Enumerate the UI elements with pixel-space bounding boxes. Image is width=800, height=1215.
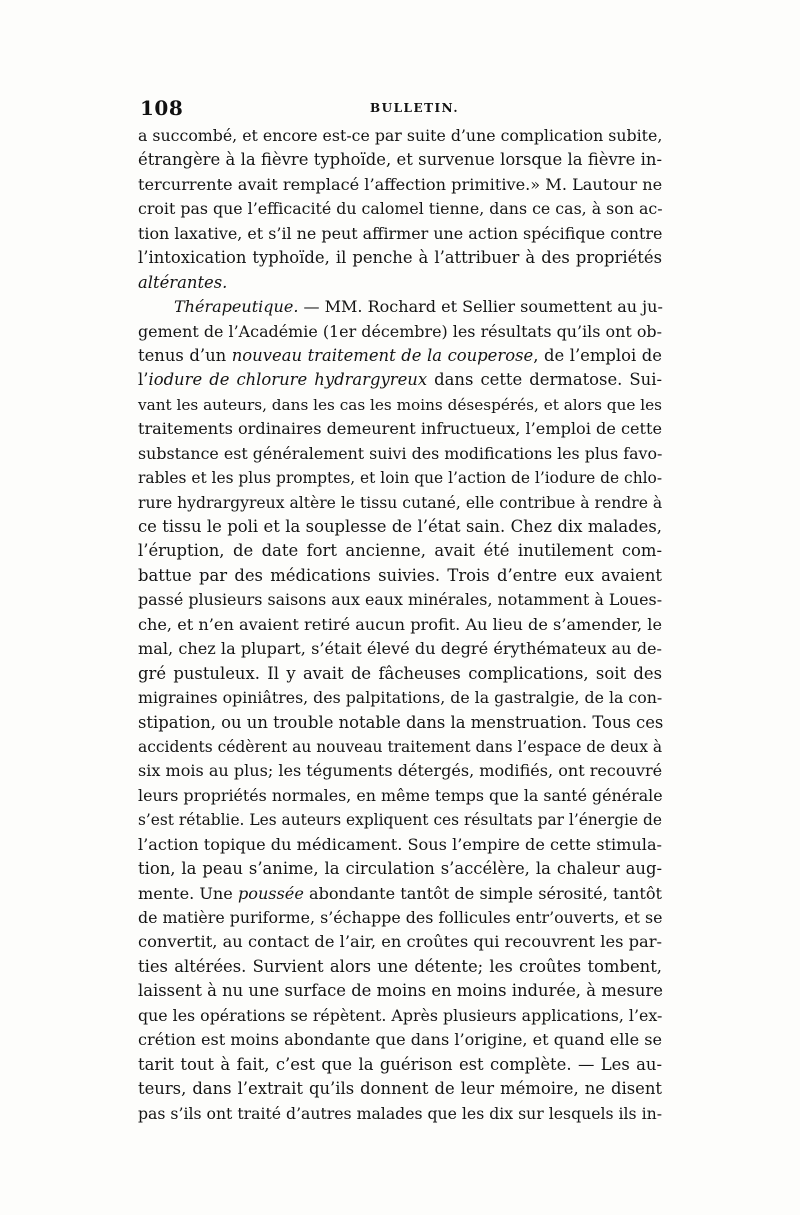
text-fragment: tercurrente avait remplacé l’affection primitive.» M. Lautour ne [138, 174, 663, 194]
text-fragment: l’intoxication typhoïde, il penche à l’attribuer à des propriétés [138, 248, 662, 268]
text-line [138, 515, 662, 539]
text-line [138, 246, 662, 270]
text-fragment: abondante tantôt de simple sérosité, tantôt [303, 883, 662, 903]
text-fragment: migraines opiniâtres, des palpitations, de la gastralgie, de la con- [138, 688, 663, 708]
text-fragment: l’éruption, de date fort ancienne, avait été inutilement com- [138, 541, 662, 561]
text-line [138, 735, 662, 759]
text-fragment: l’action topique du médicament. Sous l’empire de cette stimula- [138, 834, 662, 854]
italic-text-fragment: iodure de chlorure hydrargyreux [148, 370, 428, 390]
running-title: BULLETIN. [370, 101, 460, 115]
text-line [138, 222, 662, 246]
text-fragment: mal, chez la plupart, s’était élevé du degré érythémateux au de- [138, 639, 662, 659]
text-fragment: convertit, au contact de l’air, en croûtes qui recouvrent les par- [138, 932, 662, 952]
text-fragment: dans cette dermatose. Sui- [427, 370, 662, 390]
text-fragment: l’ [138, 370, 149, 390]
text-fragment: mente. Une [138, 883, 238, 903]
text-line [138, 1077, 662, 1101]
text-line [138, 637, 662, 661]
text-line [138, 711, 662, 735]
text-fragment: croit pas que l’efficacité du calomel tienne, dans ce cas, à son ac- [138, 199, 663, 219]
text-line [138, 1028, 662, 1052]
text-line [138, 197, 662, 221]
text-fragment: traitements ordinaires demeurent infructueux, l’emploi de cette [138, 419, 663, 439]
text-line [138, 271, 662, 295]
text-line [138, 1053, 662, 1077]
text-line [138, 320, 662, 344]
text-fragment: six mois au plus; les téguments détergés, modifiés, ont recouvré [138, 761, 663, 781]
text-fragment: crétion est moins abondante que dans l’origine, et quand elle se [138, 1030, 662, 1050]
text-fragment: vant les auteurs, dans les cas les moins désespérés, et alors que les [138, 395, 662, 414]
text-line [138, 466, 662, 490]
text-line [138, 613, 662, 637]
text-line [138, 857, 662, 881]
text-fragment: che, et n’en avaient retiré aucun profit. Au lieu de s’amender, le [138, 614, 662, 634]
page-number: 108 [140, 96, 184, 120]
text-fragment: teurs, dans l’extrait qu’ils donnent de leur mémoire, ne disent [138, 1079, 662, 1099]
text-line [138, 588, 662, 612]
text-fragment: substance est généralement suivi des modifications les plus favo- [138, 443, 663, 463]
text-line [138, 930, 662, 954]
text-line [138, 955, 662, 979]
text-line [138, 491, 662, 515]
text-line [138, 1102, 662, 1126]
text-line [138, 564, 662, 588]
text-fragment: , de l’emploi de [533, 345, 662, 365]
italic-text-fragment: Thérapeutique. [174, 297, 299, 317]
text-fragment: tion, la peau s’anime, la circulation s’accélère, la chaleur aug- [138, 859, 662, 879]
text-line [138, 148, 662, 172]
text-fragment: accidents cédèrent au nouveau traitement dans l’espace de deux à [138, 737, 663, 756]
italic-text-fragment: altérantes. [138, 272, 228, 292]
text-line [138, 344, 662, 368]
text-line [138, 393, 662, 417]
text-fragment: ties altérées. Survient alors une détente; les croûtes tombent, [138, 956, 662, 976]
italic-text-fragment: poussée [237, 883, 304, 903]
text-fragment: passé plusieurs saisons aux eaux minérales, notamment à Loues- [138, 590, 663, 610]
text-line [138, 759, 662, 783]
text-line [138, 882, 662, 906]
text-fragment: rables et les plus promptes, et loin que l’action de l’iodure de chlo- [138, 469, 663, 488]
text-line [138, 295, 662, 319]
text-line [138, 979, 662, 1003]
text-line [138, 784, 662, 808]
text-fragment: gement de l’Académie (1er décembre) les résultats qu’ils ont ob- [138, 321, 662, 341]
text-line [138, 808, 662, 832]
body-text [138, 124, 662, 1126]
italic-text-fragment: nouveau traitement de la couperose [231, 345, 534, 365]
text-line [138, 417, 662, 441]
text-line [138, 173, 662, 197]
text-fragment: tenus d’un [138, 345, 232, 365]
text-fragment: gré pustuleux. Il y avait de fâcheuses complications, soit des [138, 663, 662, 683]
text-fragment: de matière puriforme, s’échappe des follicules entr’ouverts, et se [138, 908, 663, 927]
text-fragment: battue par des médications suivies. Trois d’entre eux avaient [138, 565, 662, 585]
text-fragment: que les opérations se répètent. Après plusieurs applications, l’ex- [138, 1005, 663, 1025]
text-fragment: tarit tout à fait, c’est que la guérison est complète. — Les au- [138, 1054, 662, 1074]
text-fragment: a succombé, et encore est-ce par suite d’une complication subite, [138, 126, 663, 145]
text-fragment: pas s’ils ont traité d’autres malades que les dix sur lesquels ils in- [138, 1103, 662, 1123]
text-line [138, 833, 662, 857]
text-fragment: ce tissu le poli et la souplesse de l’état sain. Chez dix malades, [138, 517, 662, 536]
text-fragment: rure hydrargyreux altère le tissu cutané, elle contribue à rendre à [138, 493, 663, 512]
text-line [138, 662, 662, 686]
text-fragment: — MM. Rochard et Sellier soumettent au ju- [298, 297, 663, 317]
text-fragment: s’est rétablie. Les auteurs expliquent ces résultats par l’énergie de [138, 811, 662, 830]
text-line [138, 1004, 662, 1028]
text-line [138, 368, 662, 392]
page-header [138, 96, 662, 122]
text-line [138, 686, 662, 710]
text-line [138, 442, 662, 466]
text-fragment: tion laxative, et s’il ne peut affirmer une action spécifique contre [138, 223, 663, 243]
text-line [138, 539, 662, 563]
text-fragment: leurs propriétés normales, en même temps que la santé générale [138, 785, 663, 805]
text-line [138, 124, 662, 148]
text-line [138, 906, 662, 930]
text-fragment: stipation, ou un trouble notable dans la menstruation. Tous ces [138, 712, 664, 732]
text-fragment: étrangère à la fièvre typhoïde, et survenue lorsque la fièvre in- [138, 150, 662, 170]
text-fragment: laissent à nu une surface de moins en moins indurée, à mesure [138, 981, 663, 1001]
